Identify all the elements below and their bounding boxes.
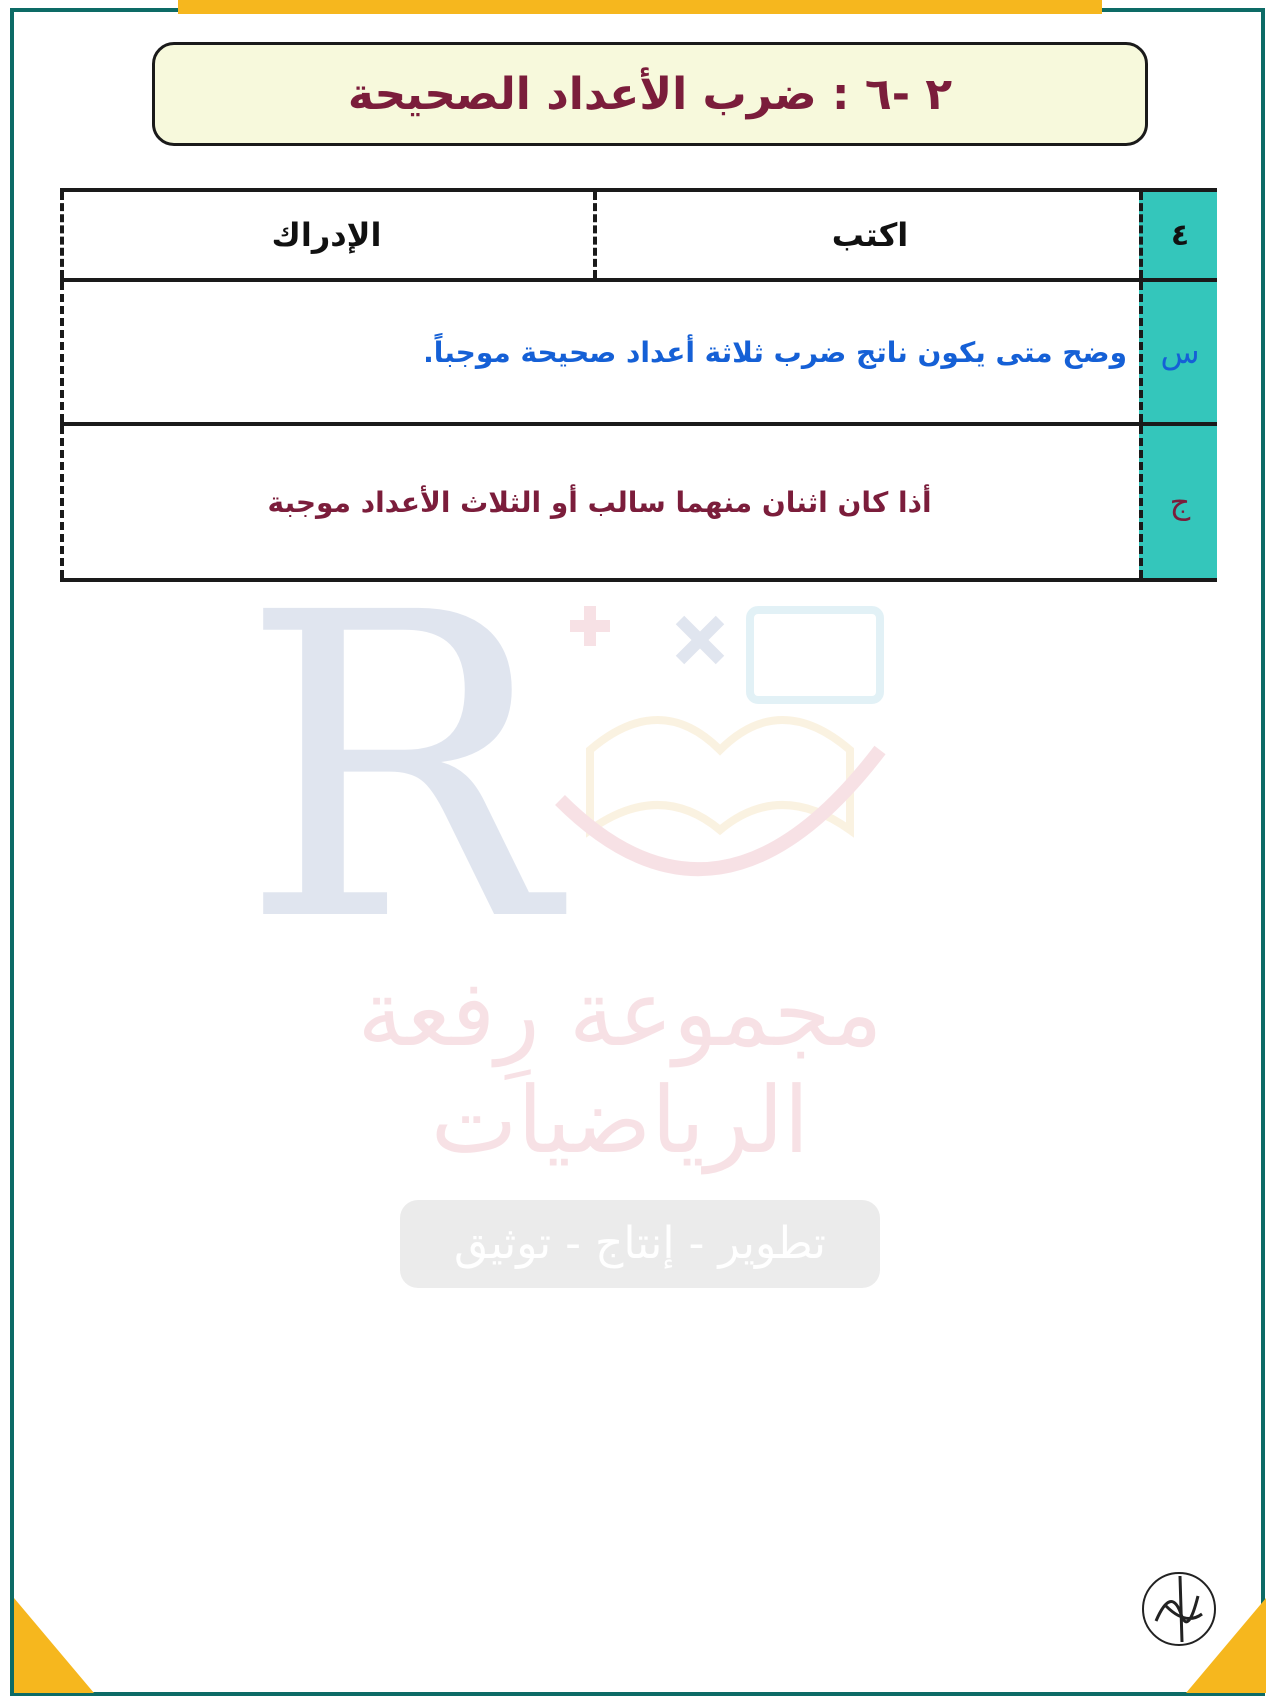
table-left-border bbox=[60, 426, 64, 578]
watermark-group-name: مجموعة رِفعة الرياضيات bbox=[357, 960, 883, 1174]
answer-row bbox=[60, 426, 1217, 582]
table-left-border bbox=[60, 192, 64, 278]
table-header-row bbox=[60, 188, 1217, 282]
question-table bbox=[60, 188, 1217, 582]
header-write: اكتب bbox=[831, 216, 909, 254]
question-text: وضح متى يكون ناتج ضرب ثلاثة أعداد صحيحة موجباً. bbox=[423, 335, 1127, 369]
signature-seal-icon bbox=[1136, 1566, 1222, 1652]
watermark-letter: R bbox=[240, 525, 557, 1014]
watermark-tagline: تطوير - إنتاج - توثيق bbox=[400, 1200, 880, 1288]
lesson-title-box bbox=[152, 42, 1148, 146]
question-row bbox=[60, 282, 1217, 426]
answer-label: ج bbox=[1139, 426, 1217, 578]
corner-decoration-left bbox=[14, 1598, 94, 1693]
top-accent-bar bbox=[178, 0, 1102, 14]
header-level: الإدراك bbox=[60, 192, 597, 278]
lesson-title: ٢ -٦ : ضرب الأعداد الصحيحة bbox=[347, 68, 953, 120]
answer-text: أذا كان اثنان منهما سالب أو الثلاث الأعداد موجبة bbox=[267, 485, 932, 519]
question-number: ٤ bbox=[1139, 192, 1217, 278]
table-left-border bbox=[60, 282, 64, 422]
question-label: س bbox=[1139, 282, 1217, 422]
